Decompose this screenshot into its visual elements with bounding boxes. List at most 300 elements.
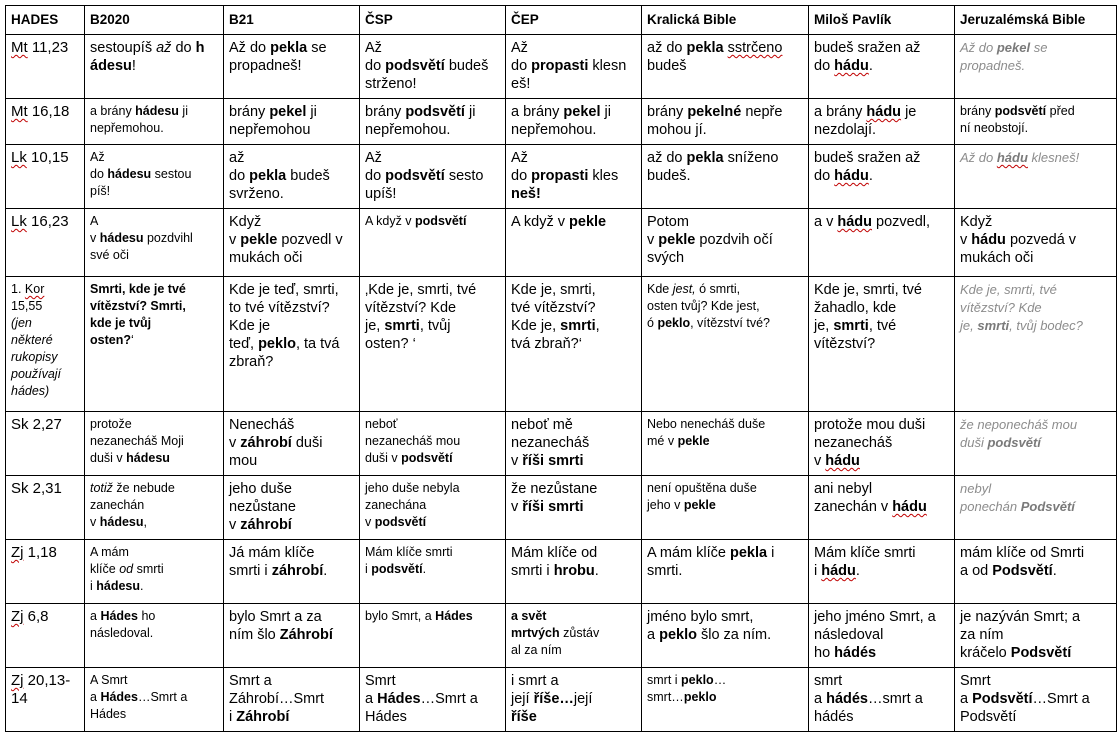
text-run: ó: [647, 316, 658, 330]
text-run: hádes): [11, 384, 50, 398]
text-run: Lk: [11, 213, 27, 230]
text-run: tvé vítězství?: [511, 300, 596, 316]
text-run: nepřemohou.: [511, 122, 597, 138]
translation-comparison-table: [5, 5, 1117, 732]
text-run: zbraň?: [229, 354, 274, 370]
text-run: šlo za ním.: [696, 627, 772, 643]
text-run: a: [90, 609, 101, 623]
highlighted-term: Podsvětí: [1010, 645, 1072, 661]
text-run: v: [511, 453, 523, 469]
text-run: Smrt: [960, 673, 991, 689]
cell-b2020: [85, 668, 224, 732]
text-run: Zj: [11, 672, 24, 689]
cell-csp: [360, 540, 506, 604]
text-run: smrti i: [511, 563, 554, 579]
text-run: ho: [814, 645, 835, 661]
highlighted-term: peklo: [683, 690, 717, 704]
cell-cep: [506, 209, 642, 277]
text-run: do: [229, 168, 250, 184]
cell-kralicka: [642, 35, 809, 99]
header-kralicka: Kralická Bible: [642, 6, 809, 35]
cell-b2020: [85, 412, 224, 476]
cell-b2020: [85, 209, 224, 277]
cell-pavlik: [809, 209, 955, 277]
table-row: [6, 540, 1117, 604]
highlighted-term: Hádes: [377, 691, 421, 707]
text-run: a: [960, 691, 973, 707]
cell-jeruzalemska: [955, 476, 1117, 540]
highlighted-term: podsvětí: [405, 104, 465, 120]
text-run: nezanecháš: [814, 435, 893, 451]
cell-jeruzalemska: [955, 145, 1117, 209]
header-b2020: B2020: [85, 6, 224, 35]
text-run: hádés: [814, 709, 854, 725]
highlighted-term: hádesu: [99, 231, 144, 245]
text-run: až: [229, 150, 245, 166]
text-run: je,: [814, 318, 834, 334]
text-run: jeho v: [647, 498, 684, 512]
text-run: bylo Smrt, a: [365, 609, 436, 623]
highlighted-term: říše…: [533, 691, 574, 707]
cell-jeruzalemska: [955, 668, 1117, 732]
text-run: a brány: [511, 104, 564, 120]
text-run: vítězství? Kde: [365, 300, 457, 316]
text-run: v: [90, 515, 100, 529]
text-run: Smrt a: [229, 673, 272, 689]
text-run: její: [573, 691, 593, 707]
text-run: …Smrt a: [1032, 691, 1090, 707]
highlighted-term: podsvětí: [371, 562, 423, 576]
cell-pavlik: [809, 145, 955, 209]
text-run: a: [90, 690, 101, 704]
cell-kralicka: [642, 412, 809, 476]
highlighted-term: pekel: [269, 104, 307, 120]
highlighted-term: pekle: [677, 434, 710, 448]
text-run: se propadneš!: [229, 40, 327, 74]
text-run: klesneš!: [1027, 150, 1080, 165]
text-run: A Smrt: [90, 673, 128, 687]
highlighted-term: záhrobí: [240, 435, 292, 451]
text-run: ,: [143, 515, 147, 529]
cell-b21: [224, 35, 360, 99]
highlighted-term: hádu: [996, 150, 1028, 165]
text-run: pozdvih očí: [695, 232, 773, 248]
verse-reference: [6, 540, 85, 604]
cell-b2020: [85, 277, 224, 412]
cell-jeruzalemska: [955, 99, 1117, 145]
cell-b21: [224, 540, 360, 604]
highlighted-term: hádesu: [96, 579, 141, 593]
cell-kralicka: [642, 99, 809, 145]
highlighted-term: hádesu: [107, 167, 152, 181]
text-run: a brány: [90, 104, 136, 118]
text-run: osten? ‘: [365, 336, 416, 352]
highlighted-term: smrti: [833, 318, 869, 334]
text-run: v: [365, 515, 375, 529]
highlighted-term: pekla: [686, 40, 724, 56]
cell-jeruzalemska: [955, 209, 1117, 277]
cell-kralicka: [642, 668, 809, 732]
text-run: Podsvětí: [960, 709, 1017, 725]
cell-csp: [360, 604, 506, 668]
text-run: A když v: [365, 214, 416, 228]
text-run: do: [814, 168, 835, 184]
highlighted-term: hádesu: [126, 451, 170, 465]
text-run: A mám klíče: [647, 545, 730, 561]
highlighted-term: Záhrobí: [236, 709, 290, 725]
text-run: následoval.: [90, 626, 154, 640]
cell-cep: [506, 540, 642, 604]
highlighted-term: hádesu: [99, 515, 144, 529]
highlighted-term: hrobu: [553, 563, 595, 579]
cell-b21: [224, 145, 360, 209]
cell-kralicka: [642, 277, 809, 412]
cell-csp: [360, 412, 506, 476]
cell-b21: [224, 476, 360, 540]
text-run: a: [647, 627, 660, 643]
highlighted-term: mrtvých: [511, 626, 560, 640]
text-run: Až do: [960, 40, 997, 55]
text-run: Zj: [11, 544, 24, 561]
highlighted-term: hádu: [837, 214, 873, 230]
text-run: brány: [229, 104, 270, 120]
text-run: smrt…: [647, 690, 684, 704]
highlighted-term: peklo: [657, 316, 691, 330]
text-run: nepřemohou.: [365, 122, 451, 138]
text-run: !: [131, 58, 136, 74]
cell-b2020: [85, 540, 224, 604]
cell-b2020: [85, 476, 224, 540]
text-run: Lk: [11, 149, 27, 166]
table-body: [6, 35, 1117, 732]
highlighted-term: hádés: [826, 691, 869, 707]
text-run: se: [1030, 40, 1048, 55]
text-run: Nebo nenecháš duše: [647, 417, 766, 431]
cell-csp: [360, 277, 506, 412]
verse-reference: [6, 35, 85, 99]
table-row: [6, 604, 1117, 668]
text-run: Hádes: [365, 709, 407, 725]
text-run: , vítězství tvé?: [690, 316, 770, 330]
header-hades: HADES: [6, 6, 85, 35]
text-run: až: [156, 40, 172, 56]
text-run: upíš!: [365, 186, 397, 202]
header-b21: B21: [224, 6, 360, 35]
table-row: [6, 668, 1117, 732]
text-run: zůstáv: [559, 626, 600, 640]
text-run: 20,13-: [23, 672, 71, 689]
table-row: [6, 209, 1117, 277]
cell-b21: [224, 99, 360, 145]
text-run: ji: [178, 104, 188, 118]
cell-jeruzalemska: [955, 277, 1117, 412]
text-run: ‚Kde je, smrti, tvé: [365, 282, 477, 298]
text-run: tvá zbraň?‘: [511, 336, 582, 352]
cell-pavlik: [809, 99, 955, 145]
table-row: [6, 35, 1117, 99]
highlighted-term: hádu: [834, 168, 869, 184]
table-row: [6, 99, 1117, 145]
highlighted-term: hádu: [892, 499, 927, 515]
highlighted-term: podsvětí: [994, 104, 1047, 118]
highlighted-term: podsvětí: [401, 451, 453, 465]
text-run: ó smrti,: [695, 282, 741, 296]
highlighted-term: hádu: [825, 453, 860, 469]
text-run: zanechána: [365, 498, 427, 512]
text-run: Mt: [11, 39, 28, 56]
highlighted-term: Podsvětí: [1020, 499, 1075, 514]
text-run: neboť: [365, 417, 398, 431]
table-row: [6, 476, 1117, 540]
verse-reference: [6, 476, 85, 540]
text-run: i smrt a: [511, 673, 559, 689]
text-run: pozvedl v: [277, 232, 343, 248]
cell-jeruzalemska: [955, 540, 1117, 604]
text-run: Kde je,: [511, 318, 561, 334]
text-run: vítězství? Kde: [960, 300, 1042, 315]
cell-pavlik: [809, 277, 955, 412]
cell-cep: [506, 145, 642, 209]
cell-pavlik: [809, 476, 955, 540]
text-run: 14: [11, 690, 28, 707]
text-run: (jen: [11, 316, 32, 330]
text-run: .: [323, 563, 328, 579]
text-run: duši v: [90, 451, 127, 465]
text-run: v: [229, 435, 241, 451]
text-run: ním šlo: [229, 627, 280, 643]
text-run: sesto: [444, 168, 484, 184]
text-run: ji: [600, 104, 611, 120]
highlighted-term: propasti: [531, 58, 589, 74]
highlighted-term: a svět: [511, 609, 547, 623]
text-run: klíče: [90, 562, 120, 576]
text-run: 16,18: [27, 103, 70, 120]
highlighted-term: Hádes: [435, 609, 473, 623]
text-run: Kde: [647, 282, 673, 296]
highlighted-term: podsvětí: [374, 515, 427, 529]
text-run: .: [868, 168, 873, 184]
text-run: klesn: [588, 58, 627, 74]
text-run: budeš.: [647, 168, 691, 184]
highlighted-term: Podsvětí: [992, 563, 1053, 579]
text-run: nepře: [741, 104, 783, 120]
text-run: protože mou duši: [814, 417, 926, 433]
text-run: …: [713, 673, 727, 687]
verse-reference: [6, 412, 85, 476]
text-run: budeš: [647, 58, 687, 74]
text-run: sestoupíš: [90, 40, 157, 56]
text-run: smrti i: [229, 563, 272, 579]
text-run: A: [90, 214, 99, 228]
text-run: smrt: [814, 673, 843, 689]
text-run: Až: [90, 150, 105, 164]
highlighted-term: pekla: [270, 40, 308, 56]
highlighted-term: podsvětí: [385, 168, 445, 184]
text-run: pozvedl,: [872, 214, 931, 230]
text-run: …Smrt a: [420, 691, 478, 707]
verse-reference: [6, 277, 85, 412]
text-run: jest,: [672, 282, 696, 296]
text-run: nezanecháš mou: [365, 434, 461, 448]
text-run: brány: [647, 104, 688, 120]
text-run: .: [422, 562, 427, 576]
text-run: , ta tvá: [295, 336, 340, 352]
cell-jeruzalemska: [955, 35, 1117, 99]
header-pavlik: Miloš Pavlík: [809, 6, 955, 35]
highlighted-term: smrti: [384, 318, 420, 334]
text-run: …Smrt a: [137, 690, 188, 704]
text-run: za ním: [960, 627, 1004, 643]
highlighted-term: Záhrobí: [279, 627, 333, 643]
text-run: Až: [365, 150, 382, 166]
text-run: rukopisy: [11, 350, 58, 364]
cell-b21: [224, 604, 360, 668]
text-run: sníženo: [723, 150, 779, 166]
text-run: .: [1052, 563, 1057, 579]
text-run: Kde je, smrti, tvé: [960, 282, 1057, 297]
text-run: Sk 2,31: [11, 480, 62, 497]
highlighted-term: peklo: [659, 627, 697, 643]
text-run: Až: [365, 40, 382, 56]
text-run: Sk 2,27: [11, 416, 62, 433]
highlighted-term: Smrti, kde je tvé: [90, 282, 186, 296]
cell-pavlik: [809, 668, 955, 732]
highlighted-term: záhrobí: [271, 563, 324, 579]
text-run: že neponecháš mou: [960, 417, 1078, 432]
highlighted-term: Hádes: [100, 690, 138, 704]
text-run: Zj: [11, 608, 24, 625]
text-run: Hádes: [90, 707, 127, 721]
text-run: ní neobstojí.: [960, 121, 1029, 135]
text-run: píš!: [90, 184, 111, 198]
text-run: do: [90, 167, 108, 181]
text-run: 1.: [11, 282, 25, 296]
cell-kralicka: [642, 540, 809, 604]
text-run: ji: [306, 104, 317, 120]
text-run: , tvůj bodec?: [1009, 318, 1083, 333]
header-row: [6, 6, 1117, 35]
text-run: Kde je teď, smrti,: [229, 282, 339, 298]
text-run: je,: [960, 318, 978, 333]
text-run: , tvůj: [419, 318, 451, 334]
text-run: duši: [960, 435, 988, 450]
text-run: pozdvihl: [143, 231, 193, 245]
text-run: Až: [511, 40, 528, 56]
highlighted-term: pekel: [996, 40, 1031, 55]
highlighted-term: hádu: [866, 104, 902, 120]
text-run: Kde je: [229, 318, 271, 334]
highlighted-term: pekelné: [687, 104, 742, 120]
text-run: až do: [647, 40, 687, 56]
table-row: [6, 145, 1117, 209]
text-run: používají: [11, 367, 62, 381]
text-run: Když: [229, 214, 262, 230]
text-run: bylo Smrt a za: [229, 609, 322, 625]
highlighted-term: pekle: [683, 498, 716, 512]
text-run: Mám klíče smrti: [814, 545, 916, 561]
text-run: je: [901, 104, 917, 120]
text-run: protože: [90, 417, 132, 431]
text-run: ani nebyl: [814, 481, 873, 497]
text-run: v: [814, 453, 826, 469]
cell-kralicka: [642, 476, 809, 540]
text-run: smrt i: [647, 673, 682, 687]
highlighted-term: vítězství? Smrti,: [90, 299, 186, 313]
text-run: Já mám klíče: [229, 545, 315, 561]
text-run: neboť mě: [511, 417, 573, 433]
cell-cep: [506, 277, 642, 412]
highlighted-term: smrti: [977, 318, 1010, 333]
text-run: 15,55: [11, 299, 43, 313]
text-run: a: [365, 691, 378, 707]
highlighted-term: pekle: [240, 232, 278, 248]
text-run: strženo!: [365, 76, 417, 92]
cell-cep: [506, 35, 642, 99]
text-run: 16,23: [26, 213, 69, 230]
highlighted-term: neš!: [511, 186, 541, 202]
cell-jeruzalemska: [955, 412, 1117, 476]
text-run: al za ním: [511, 643, 562, 657]
text-run: je nazýván Smrt; a: [960, 609, 1081, 625]
cell-b2020: [85, 604, 224, 668]
text-run: až do: [647, 150, 687, 166]
text-run: i: [767, 545, 775, 561]
text-run: v: [229, 232, 241, 248]
text-run: i: [365, 562, 372, 576]
text-run: totiž: [90, 481, 113, 495]
text-run: své oči: [90, 248, 129, 262]
text-run: ‘: [130, 333, 134, 347]
text-run: zanechán: [90, 498, 145, 512]
highlighted-term: říši smrti: [522, 499, 584, 515]
text-run: ji: [464, 104, 476, 120]
text-run: .: [594, 563, 599, 579]
text-run: .: [855, 563, 860, 579]
highlighted-term: podsvětí: [987, 435, 1041, 450]
text-run: jeho duše: [229, 481, 292, 497]
text-run: mukách oči: [229, 250, 303, 266]
text-run: a v: [814, 214, 838, 230]
highlighted-term: říše: [511, 709, 537, 725]
text-run: Mám klíče od: [511, 545, 598, 561]
text-run: v: [90, 231, 100, 245]
text-run: to tvé vítězství?: [229, 300, 330, 316]
cell-cep: [506, 99, 642, 145]
cell-csp: [360, 35, 506, 99]
highlighted-term: podsvětí: [415, 214, 467, 228]
highlighted-term: hádés: [834, 645, 877, 661]
text-run: budeš: [444, 58, 489, 74]
cell-b2020: [85, 35, 224, 99]
highlighted-term: Podsvětí: [972, 691, 1033, 707]
text-run: Nenecháš: [229, 417, 295, 433]
cell-kralicka: [642, 209, 809, 277]
text-run: do: [511, 58, 532, 74]
text-run: do: [365, 58, 386, 74]
text-run: i: [814, 563, 822, 579]
text-run: 1,18: [23, 544, 57, 561]
text-run: v: [229, 517, 241, 533]
header-jeruzalemska: Jeruzalémská Bible: [955, 6, 1117, 35]
cell-cep: [506, 668, 642, 732]
text-run: budeš: [286, 168, 330, 184]
text-run: je,: [365, 318, 385, 334]
header-cep: ČEP: [506, 6, 642, 35]
text-run: .: [140, 579, 144, 593]
text-run: budeš sražen až: [814, 40, 921, 56]
text-run: Když: [960, 214, 993, 230]
highlighted-term: kde je tvůj: [90, 316, 152, 330]
